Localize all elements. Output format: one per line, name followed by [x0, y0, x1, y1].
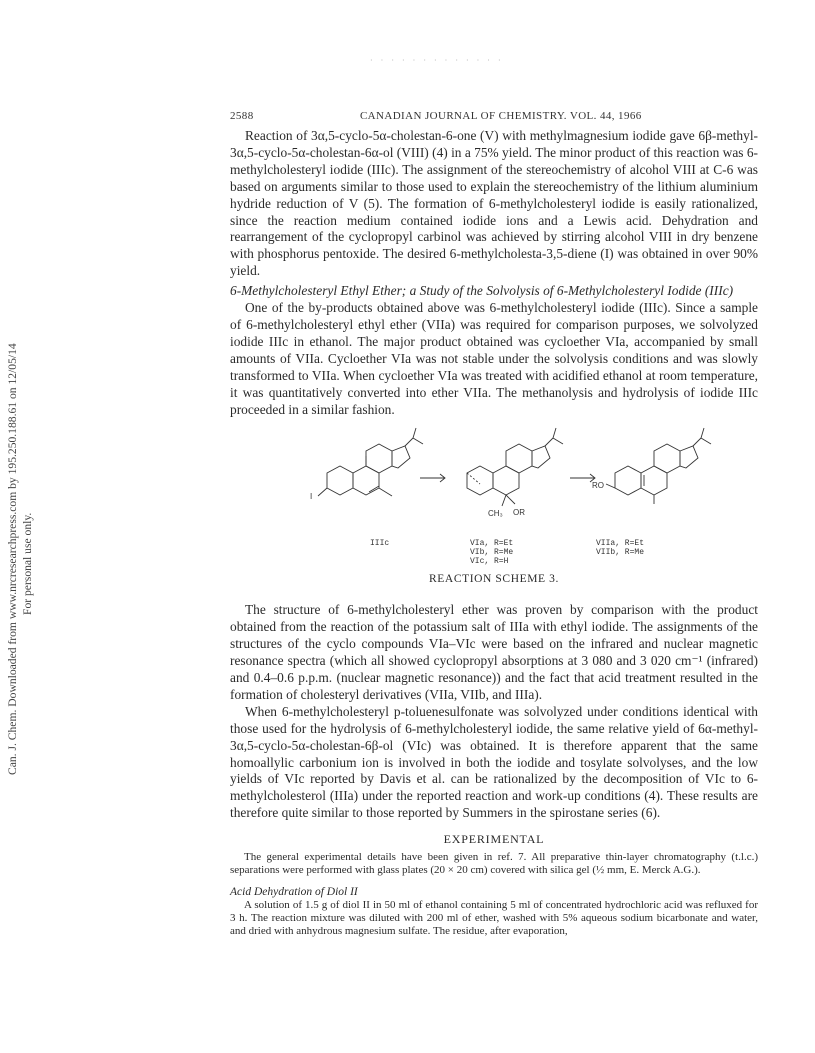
- paragraph-3: The structure of 6-methylcholesteryl ether was proven by comparison with the product obtained from the reaction of the potassium salt of IIIa with ethyl iodide. The assignments of the structures of the cyclo compounds VIa–VIc were based on the infrared and nuclear magnetic resonance spectra (which all showed cyclopropyl absorptions at 3 080 and 3 020 cm⁻¹ (infrared) and 0.4–0.6 p.p.m. (nuclear magnetic resonance)) and the fact that acid treatment resulted in the formation of cholesteryl derivatives (VIIa, VIIb, and IIIa).: [230, 602, 758, 702]
- running-head: [230, 110, 758, 122]
- scan-artifact-dots: · · · · · · · · · · · · ·: [370, 56, 504, 65]
- journal-title: CANADIAN JOURNAL OF CHEMISTRY. VOL. 44, 1966: [359, 110, 642, 122]
- section-title-solvolysis: 6-Methylcholesteryl Ethyl Ether; a Study of the Solvolysis of 6-Methylcholesteryl Iodide (IIIc): [230, 283, 734, 299]
- experimental-heading: EXPERIMENTAL: [443, 832, 545, 847]
- atom-label-i: I: [310, 492, 313, 502]
- atom-label-ch3: CH₃: [488, 509, 503, 519]
- subsection-title-acid-dehydration: Acid Dehydration of Diol II: [230, 885, 358, 898]
- experimental-procedure: A solution of 1.5 g of diol II in 50 ml of ethanol containing 5 ml of concentrated hydrochloric acid was refluxed for 3 h. The reaction mixture was diluted with 200 ml of ether, washed with 5% aqueous sodium bicarbonate and water, and dried with anhydrous magnesium sulfate. The residue, after evaporation,: [230, 898, 758, 937]
- steroid-structure-vi: [467, 428, 563, 506]
- paragraph-1: Reaction of 3α,5-cyclo-5α-cholestan-6-one (V) with methylmagnesium iodide gave 6β-methyl-3α,5-cyclo-5α-cholestan-6α-ol (VIII) (4) in a 75% yield. The minor product of this reaction was 6-methylcholesteryl iodide (IIIc). The assignment of the stereochemistry of alcohol VIII at C-6 was based on arguments similar to those used to explain the stereochemistry of the lithium aluminium hydride reduction of V (5). The formation of 6-methylcholesteryl iodide is easily rationalized, since the reaction medium contained iodide ions and a Lewis acid. Dehydration and rearrangement of the cyclopropyl carbinol was achieved by stirring alcohol VIII in dry benzene with phosphorus pentoxide. The desired 6-methylcholesta-3,5-diene (I) was obtained in over 90% yield.: [230, 128, 758, 279]
- experimental-intro: The general experimental details have been given in ref. 7. All preparative thin-layer chromatography (t.l.c.) separations were performed with glass plates (20 × 20 cm) covered with silica gel (½ mm, E. Merck A.G.).: [230, 851, 758, 877]
- steroid-structure-vii: [606, 428, 711, 504]
- download-stamp-line2: For personal use only.: [21, 512, 34, 615]
- compound-label-iiic: IIIc: [370, 539, 390, 549]
- page-number: 2588: [230, 110, 254, 122]
- paragraph-2: One of the by-products obtained above was 6-methylcholesteryl iodide (IIIc). Since a sample of 6-methylcholesteryl ethyl ether (VIIa) was required for comparison purposes, we solvolyzed iodide IIIc in ethanol. The major product obtained was cycloether VIa, accompanied by small amounts of VIIa. Cycloether VIa was not stable under the solvolysis conditions and was slowly transformed to VIIa. When cycloether VIa was treated with acidified ethanol at room temperature, it was quantitatively converted into ether VIIa. The methanolysis and hydrolysis of iodide IIIc proceeded in a similar fashion.: [230, 300, 758, 417]
- paragraph-4: When 6-methylcholesteryl p-toluenesulfonate was solvolyzed under conditions identical with those used for the hydrolysis of 6-methylcholesteryl iodide, the same relative yield of 6α-methyl-3α,5-cyclo-5α-cholestan-6β-ol (VIc) was obtained. It is therefore apparent that the same homoallylic carbonium ion is involved in both the iodide and tosylate solvolyses, and the low yields of VIc reported by Davis et al. can be rationalized by the decomposition of VIc to 6-methylcholesterol (IIIa) under the reported reaction and work-up conditions (4). These results are therefore quite similar to those reported by Summers in the spirostane series (6).: [230, 703, 758, 821]
- download-stamp-line1: Can. J. Chem. Downloaded from www.nrcresearchpress.com by 195.250.188.61 on 12/05/14: [6, 343, 19, 775]
- atom-label-ro: RO: [592, 481, 604, 491]
- atom-label-or: OR: [513, 508, 525, 518]
- compound-labels-vi: VIa, R=Et VIb, R=Me VIc, R=H: [470, 539, 514, 567]
- page-content: [230, 110, 758, 938]
- scheme-caption: REACTION SCHEME 3.: [429, 573, 559, 586]
- compound-labels-vii: VIIa, R=Et VIIb, R=Me: [596, 539, 645, 558]
- reaction-scheme: [230, 426, 758, 596]
- steroid-structure-iiic: [318, 428, 423, 496]
- download-stamp: [2, 270, 42, 790]
